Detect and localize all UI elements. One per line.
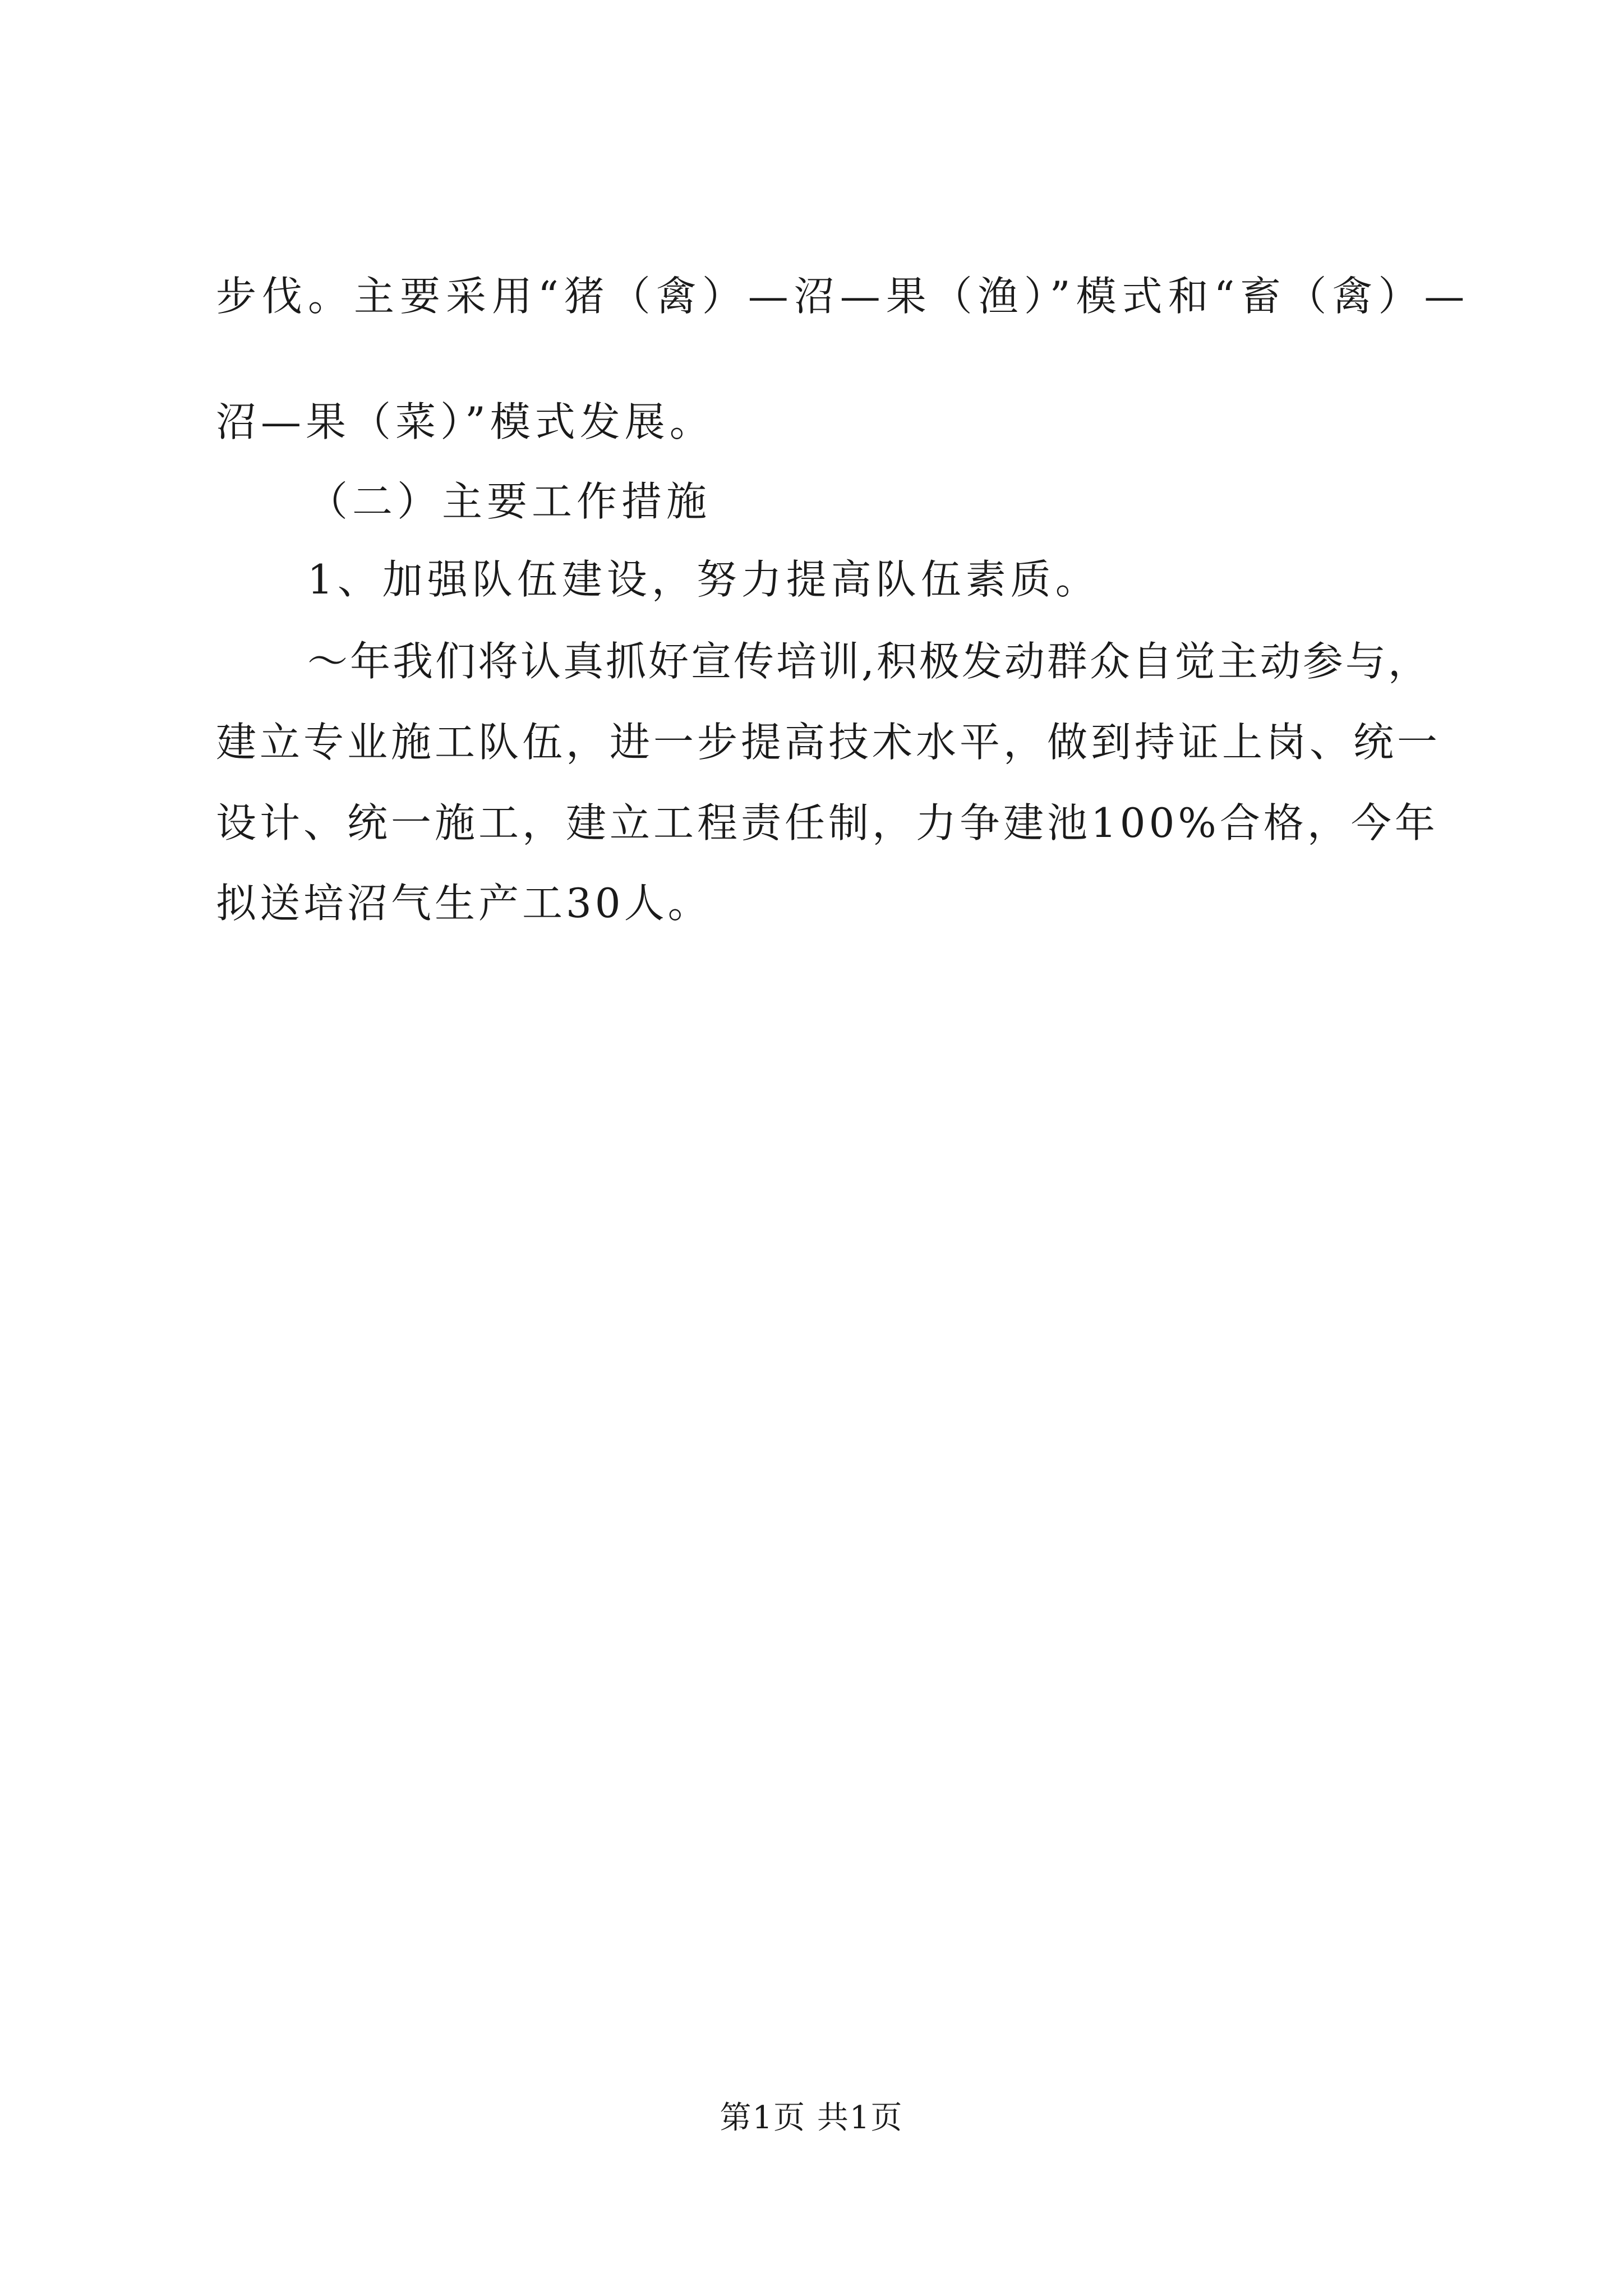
page-footer: 第1页 共1页 <box>720 2100 903 2136</box>
body-text-line: 步伐。主要采用“猪（禽）—沼—果（渔）”模式和“畜（禽）— <box>216 273 1470 320</box>
body-text-line: 沼—果（菜）”模式发展。 <box>216 398 714 445</box>
body-text-line: 设计、统一施工，建立工程责任制，力争建池100%合格，今年 <box>216 799 1438 846</box>
numbered-item: 1、加强队伍建设，努力提高队伍素质。 <box>307 556 1100 603</box>
section-heading: （二）主要工作措施 <box>307 478 712 525</box>
body-text-line: ～年我们将认真抓好宣传培训,积极发动群众自觉主动参与， <box>307 638 1431 685</box>
body-text-line: 建立专业施工队伍，进一步提高技术水平，做到持证上岗、统一 <box>216 719 1441 766</box>
body-text-line: 拟送培沼气生产工30人。 <box>216 880 712 927</box>
